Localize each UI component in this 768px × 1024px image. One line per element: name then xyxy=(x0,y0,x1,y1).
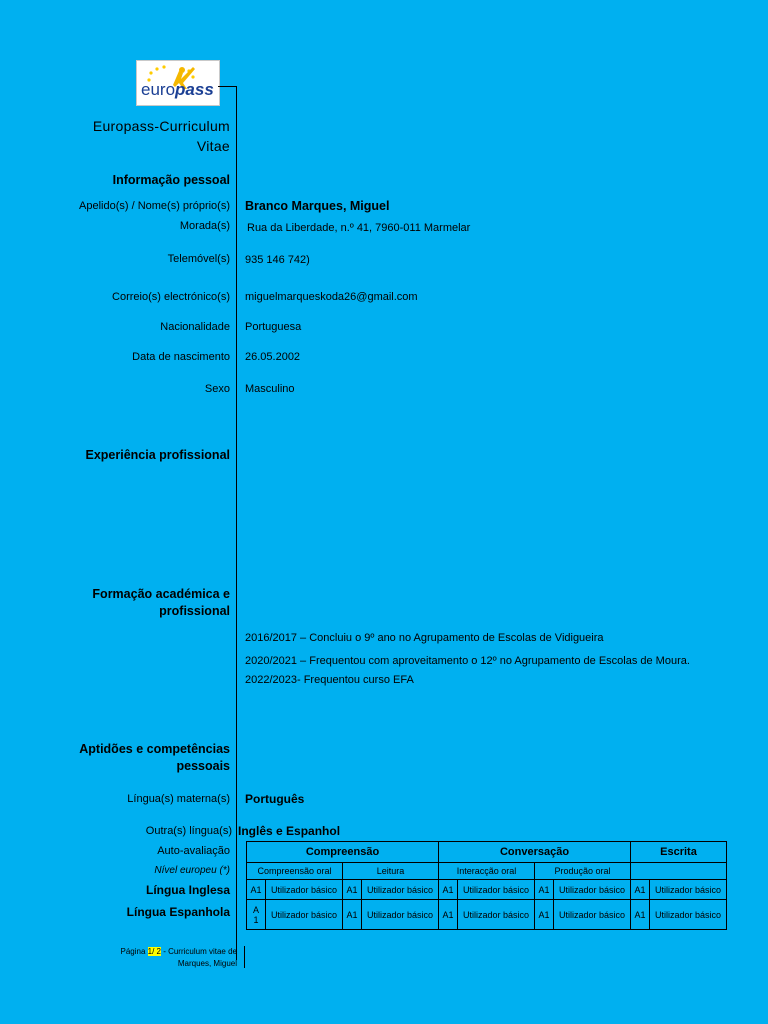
table-header-row xyxy=(247,842,727,863)
col-group-speaking: Conversação xyxy=(439,842,631,863)
table-row xyxy=(247,900,727,930)
european-level-label: Nível europeu (*) xyxy=(154,865,230,876)
level-desc: Utilizador básico xyxy=(458,880,535,900)
phone-value: 935 146 742) xyxy=(245,254,310,266)
level-desc: Utilizador básico xyxy=(266,880,343,900)
section-education xyxy=(92,586,230,620)
sex-label: Sexo xyxy=(204,383,230,395)
email-value: miguelmarqueskoda26@gmail.com xyxy=(245,291,418,303)
col-spoken-interaction: Interacção oral xyxy=(439,863,535,880)
level-desc: Utilizador básico xyxy=(266,900,343,930)
footer-line2: Marques, Miguel xyxy=(177,959,237,968)
education-item: 2020/2021 – Frequentou com aproveitamento o 12º no Agrupamento de Escolas de Moura. xyxy=(245,655,690,667)
level-desc: Utilizador básico xyxy=(362,900,439,930)
europass-logo: europass xyxy=(136,60,220,106)
col-group-understanding: Compreensão xyxy=(247,842,439,863)
address-value: Rua da Liberdade, n.º 41, 7960-011 Marmelar xyxy=(247,222,471,234)
other-languages-label: Outra(s) língua(s) xyxy=(145,825,232,837)
col-listening: Compreensão oral xyxy=(247,863,343,880)
level-desc: Utilizador básico xyxy=(650,900,727,930)
phone-label: Telemóvel(s) xyxy=(167,253,230,265)
section-education-line2: profissional xyxy=(159,604,230,618)
mother-tongue-label: Língua(s) materna(s) xyxy=(127,793,230,805)
col-group-writing: Escrita xyxy=(631,842,727,863)
level-code: A1 xyxy=(247,880,266,900)
level-code: A1 xyxy=(343,900,362,930)
footer-cv-text: - Curriculum vitae de xyxy=(160,947,237,956)
level-desc: Utilizador básico xyxy=(458,900,535,930)
section-skills-line2: pessoais xyxy=(176,759,230,773)
table-subheader-row xyxy=(247,863,727,880)
level-code: A1 xyxy=(535,900,554,930)
sex-value: Masculino xyxy=(245,383,295,395)
col-spoken-production: Produção oral xyxy=(535,863,631,880)
level-code: A 1 xyxy=(247,900,266,930)
nationality-label: Nacionalidade xyxy=(160,321,230,333)
footer-divider xyxy=(244,946,245,968)
vertical-divider xyxy=(236,86,237,960)
col-reading: Leitura xyxy=(343,863,439,880)
section-education-line1: Formação académica e xyxy=(92,587,230,601)
level-code: A1 xyxy=(439,880,458,900)
mother-tongue-value: Português xyxy=(245,792,305,806)
level-desc: Utilizador básico xyxy=(554,880,631,900)
page-footer xyxy=(100,946,237,970)
name-label: Apelido(s) / Nome(s) próprio(s) xyxy=(79,200,230,212)
footer-line1 xyxy=(100,946,237,958)
level-desc: Utilizador básico xyxy=(554,900,631,930)
level-code: A1 xyxy=(631,880,650,900)
level-desc: Utilizador básico xyxy=(362,880,439,900)
self-assessment-label: Auto-avaliação xyxy=(157,845,230,857)
footer-page-number: 1/ 2 xyxy=(147,947,161,956)
col-writing-empty xyxy=(631,863,727,880)
table-row xyxy=(247,880,727,900)
education-item: 2022/2023- Frequentou curso EFA xyxy=(245,674,414,686)
education-item: 2016/2017 – Concluiu o 9º ano no Agrupamento de Escolas de Vidigueira xyxy=(245,632,604,644)
birth-value: 26.05.2002 xyxy=(245,351,301,363)
birth-label: Data de nascimento xyxy=(132,351,230,363)
document-title: Europass-Curriculum Vitae xyxy=(92,118,230,154)
nationality-value: Portuguesa xyxy=(245,321,302,333)
level-code: A1 xyxy=(439,900,458,930)
language-self-assessment-table xyxy=(246,841,727,930)
english-language-label: Língua Inglesa xyxy=(145,883,230,897)
level-desc: Utilizador básico xyxy=(650,880,727,900)
logo-connector-line xyxy=(218,86,237,87)
section-personal-info: Informação pessoal xyxy=(112,173,230,187)
footer-page-prefix: Página xyxy=(120,947,148,956)
full-name: Branco Marques, Miguel xyxy=(245,199,390,213)
level-code: A1 xyxy=(535,880,554,900)
other-languages-value: Inglês e Espanhol xyxy=(238,824,341,838)
section-work-experience: Experiência profissional xyxy=(85,448,230,462)
level-code: A1 xyxy=(343,880,362,900)
section-skills-line1: Aptidões e competências xyxy=(79,742,230,756)
email-label: Correio(s) electrónico(s) xyxy=(112,291,230,303)
level-code: A1 xyxy=(631,900,650,930)
address-label: Morada(s) xyxy=(179,220,230,232)
section-skills xyxy=(79,741,230,775)
spanish-language-label: Língua Espanhola xyxy=(126,905,230,919)
